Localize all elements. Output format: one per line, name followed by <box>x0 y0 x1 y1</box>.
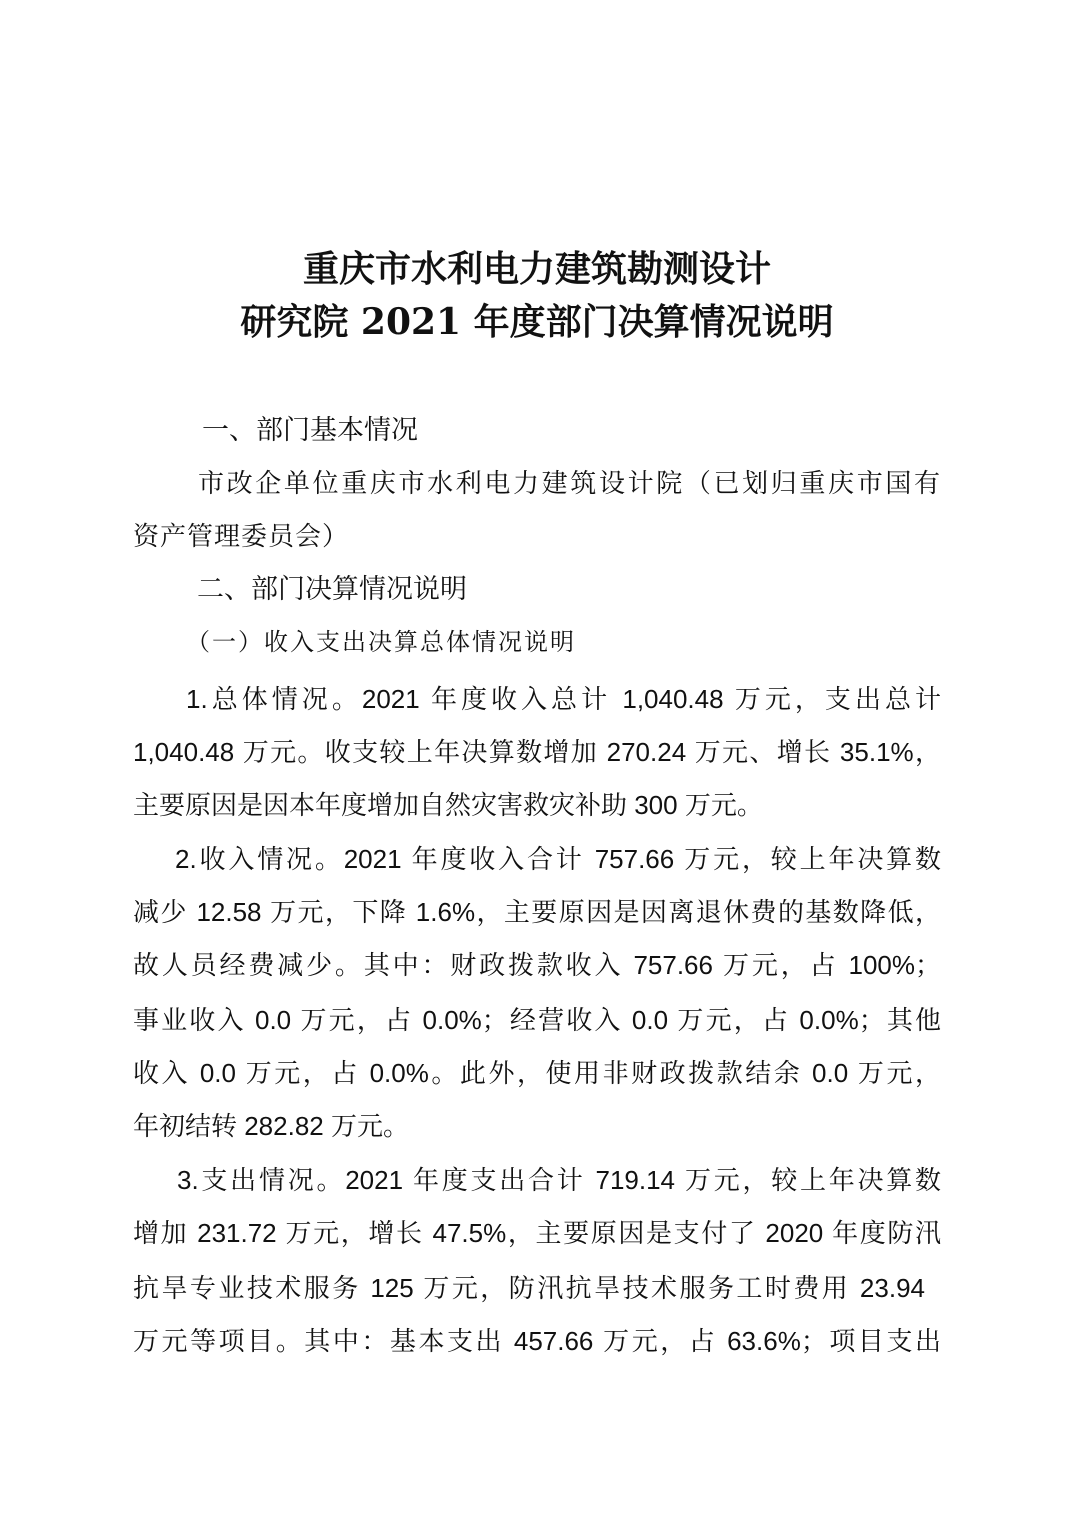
paragraph-line: 增加 231.72 万元，增长 47.5%，主要原因是支付了 2020 年度防汛 <box>133 1218 941 1248</box>
section-heading-final-accounts: 二、部门决算情况说明 <box>197 574 467 605</box>
paragraph-line: 市改企单位重庆市水利电力建筑设计院（已划归重庆市国有 <box>198 468 941 498</box>
paragraph-line: 3.支出情况。2021 年度支出合计 719.14 万元，较上年决算数 <box>177 1165 941 1195</box>
paragraph-line: 资产管理委员会） <box>133 521 350 551</box>
paragraph-line: 年初结转 282.82 万元。 <box>133 1111 409 1141</box>
paragraph-line: 故人员经费减少。其中：财政拨款收入 757.66 万元，占 100%； <box>133 950 941 980</box>
subsection-heading: （一）收入支出决算总体情况说明 <box>186 628 576 656</box>
paragraph-line: 事业收入 0.0 万元，占 0.0%；经营收入 0.0 万元，占 0.0%；其他 <box>133 1005 941 1035</box>
paragraph-line: 主要原因是因本年度增加自然灾害救灾补助 300 万元。 <box>133 790 763 820</box>
paragraph-line: 万元等项目。其中：基本支出 457.66 万元，占 63.6%；项目支出 <box>133 1326 941 1356</box>
paragraph-line: 抗旱专业技术服务 125 万元，防汛抗旱技术服务工时费用 23.94 <box>133 1273 925 1303</box>
paragraph-line: 1.总体情况。2021 年度收入总计 1,040.48 万元，支出总计 <box>186 684 941 714</box>
paragraph-line: 收入 0.0 万元，占 0.0%。此外，使用非财政拨款结余 0.0 万元， <box>133 1058 941 1088</box>
section-heading-basic-info: 一、部门基本情况 <box>202 415 418 446</box>
paragraph-line: 减少 12.58 万元，下降 1.6%，主要原因是因离退休费的基数降低， <box>133 897 941 927</box>
paragraph-line: 1,040.48 万元。收支较上年决算数增加 270.24 万元、增长 35.1%， <box>133 737 941 767</box>
paragraph-line: 2.收入情况。2021 年度收入合计 757.66 万元，较上年决算数 <box>175 844 941 874</box>
document-title-line-1: 重庆市水利电力建筑勘测设计 <box>302 248 771 290</box>
document-title-line-2: 研究院 2021 年度部门决算情况说明 <box>240 301 834 343</box>
